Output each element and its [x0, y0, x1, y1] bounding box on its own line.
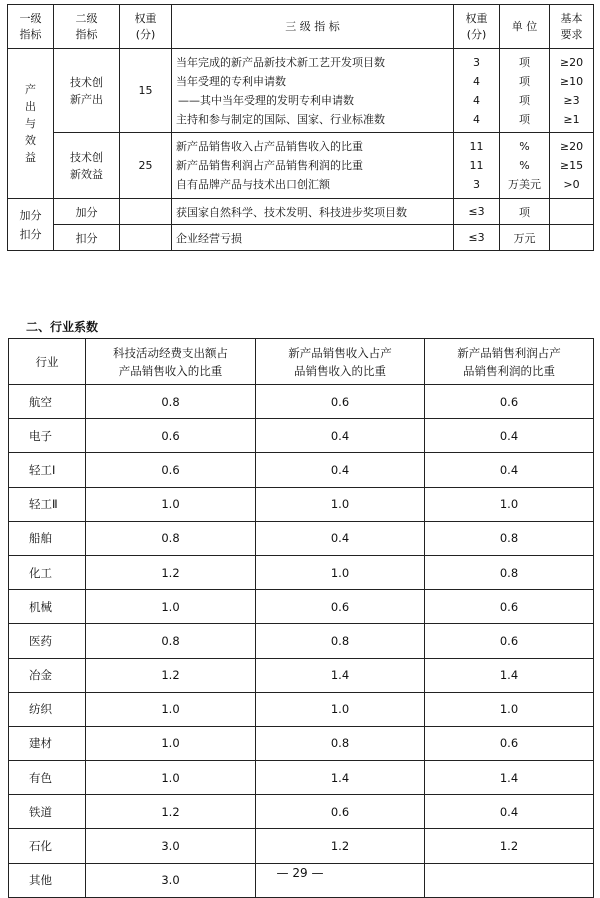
header-basic: 基本 要求 [550, 5, 594, 49]
coef-c1: 0.8 [86, 624, 256, 658]
coef-c3: 0.4 [425, 419, 594, 453]
coef-c2: 0.4 [256, 453, 425, 487]
table-row [9, 590, 594, 624]
bonus-basic [550, 199, 594, 225]
section-title: 二、行业系数 [26, 320, 99, 334]
coef-c2: 0.8 [256, 726, 425, 760]
industry-name: 轻工Ⅰ [9, 453, 86, 487]
coef-c2: 1.0 [256, 487, 425, 521]
industry-name: 轻工Ⅱ [9, 487, 86, 521]
page-number: — 29 — [276, 866, 324, 880]
benefit-row [8, 133, 594, 199]
table-row [9, 692, 594, 726]
header-weight: 权重 (分) [120, 5, 172, 49]
penalty-score: ≤3 [454, 225, 500, 251]
header-level2: 二级 指标 [54, 5, 120, 49]
table-row [9, 658, 594, 692]
benefit-units: % % 万美元 [500, 133, 550, 199]
coef-c2: 0.6 [256, 385, 425, 419]
industry-name: 有色 [9, 761, 86, 795]
group-adjust-label: 加分 扣分 [8, 199, 54, 251]
coef-c2: 0.6 [256, 795, 425, 829]
table-row [9, 419, 594, 453]
output-scores: 3 4 4 4 [454, 49, 500, 133]
header-score: 权重 (分) [454, 5, 500, 49]
table-row [9, 624, 594, 658]
bonus-unit: 项 [500, 199, 550, 225]
coef-header-industry: 行业 [9, 339, 86, 385]
coef-c3: 1.4 [425, 658, 594, 692]
table-row [9, 795, 594, 829]
coef-c2: 0.6 [256, 590, 425, 624]
penalty-basic [550, 225, 594, 251]
bonus-score: ≤3 [454, 199, 500, 225]
industry-name: 冶金 [9, 658, 86, 692]
indicator-table [7, 4, 594, 251]
penalty-weight [120, 225, 172, 251]
coef-c2: 0.8 [256, 624, 425, 658]
industry-coefficient-table [8, 338, 594, 898]
coef-c3: 1.0 [425, 692, 594, 726]
table-row [9, 521, 594, 555]
coef-c3: 0.8 [425, 555, 594, 589]
bonus-row [8, 199, 594, 225]
coef-c3: 0.4 [425, 453, 594, 487]
table-row [9, 726, 594, 760]
coef-c1: 0.6 [86, 453, 256, 487]
industry-name: 石化 [9, 829, 86, 863]
industry-name: 建材 [9, 726, 86, 760]
industry-name: 航空 [9, 385, 86, 419]
industry-name: 电子 [9, 419, 86, 453]
coef-header-c3: 新产品销售利润占产 品销售利润的比重 [425, 339, 594, 385]
coef-c1: 1.2 [86, 795, 256, 829]
industry-name: 其他 [9, 863, 86, 897]
coef-c1: 1.0 [86, 692, 256, 726]
penalty-l2: 扣分 [54, 225, 120, 251]
coef-c3: 0.6 [425, 385, 594, 419]
coef-c3: 0.6 [425, 726, 594, 760]
coef-c2: 1.0 [256, 555, 425, 589]
coef-c1: 3.0 [86, 863, 256, 897]
table-row [9, 829, 594, 863]
coef-c3: 0.6 [425, 590, 594, 624]
benefit-items: 新产品销售收入占产品销售收入的比重 新产品销售利润占产品销售利润的比重 自有品牌产品与技术出口创汇额 [172, 133, 454, 199]
coef-header-c2: 新产品销售收入占产 品销售收入的比重 [256, 339, 425, 385]
group-output-label: 产 出 与 效 益 [8, 49, 54, 199]
coef-c3: 1.2 [425, 829, 594, 863]
coef-c3: 0.4 [425, 795, 594, 829]
coef-c1: 0.6 [86, 419, 256, 453]
penalty-item: 企业经营亏损 [172, 225, 454, 251]
header-unit: 单 位 [500, 5, 550, 49]
coef-c1: 1.0 [86, 726, 256, 760]
coef-header-row [9, 339, 594, 385]
penalty-unit: 万元 [500, 225, 550, 251]
coef-c3: 0.6 [425, 624, 594, 658]
table-row [9, 385, 594, 419]
bonus-l2: 加分 [54, 199, 120, 225]
industry-name: 机械 [9, 590, 86, 624]
table-row [9, 453, 594, 487]
coef-c1: 0.8 [86, 521, 256, 555]
coef-c2: 1.2 [256, 829, 425, 863]
coef-c1: 1.2 [86, 555, 256, 589]
coef-c1: 0.8 [86, 385, 256, 419]
coef-c3: 1.4 [425, 761, 594, 795]
indicator-header-row [8, 5, 594, 49]
output-l2: 技术创 新产出 [54, 49, 120, 133]
benefit-basics: ≥20 ≥15 >0 [550, 133, 594, 199]
coef-c2: 0.4 [256, 419, 425, 453]
table-row [9, 555, 594, 589]
output-basics: ≥20 ≥10 ≥3 ≥1 [550, 49, 594, 133]
header-level3: 三 级 指 标 [172, 5, 454, 49]
coef-c2: 0.4 [256, 521, 425, 555]
industry-name: 铁道 [9, 795, 86, 829]
industry-name: 医药 [9, 624, 86, 658]
header-level1: 一级 指标 [8, 5, 54, 49]
coef-c2: 1.4 [256, 658, 425, 692]
coef-c1: 1.0 [86, 487, 256, 521]
table-row [9, 761, 594, 795]
bonus-weight [120, 199, 172, 225]
coef-header-c1: 科技活动经费支出额占 产品销售收入的比重 [86, 339, 256, 385]
coef-c3: 0.8 [425, 521, 594, 555]
benefit-l2: 技术创 新效益 [54, 133, 120, 199]
coef-body [9, 385, 594, 898]
output-items: 当年完成的新产品新技术新工艺开发项目数 当年受理的专利申请数 ——其中当年受理的发明专利申请数 主持和参与制定的国际、国家、行业标准数 [172, 49, 454, 133]
coef-c3: 1.0 [425, 487, 594, 521]
benefit-weight: 25 [120, 133, 172, 199]
coef-c2: 1.0 [256, 692, 425, 726]
benefit-scores: 11 11 3 [454, 133, 500, 199]
industry-name: 化工 [9, 555, 86, 589]
output-row [8, 49, 594, 133]
table-row [9, 487, 594, 521]
output-weight: 15 [120, 49, 172, 133]
coef-c1: 1.2 [86, 658, 256, 692]
industry-name: 船舶 [9, 521, 86, 555]
coef-c1: 3.0 [86, 829, 256, 863]
coef-c2: 1.4 [256, 761, 425, 795]
industry-name: 纺织 [9, 692, 86, 726]
penalty-row [8, 225, 594, 251]
coef-c1: 1.0 [86, 590, 256, 624]
bonus-item: 获国家自然科学、技术发明、科技进步奖项目数 [172, 199, 454, 225]
output-units: 项 项 项 项 [500, 49, 550, 133]
coef-c1: 1.0 [86, 761, 256, 795]
